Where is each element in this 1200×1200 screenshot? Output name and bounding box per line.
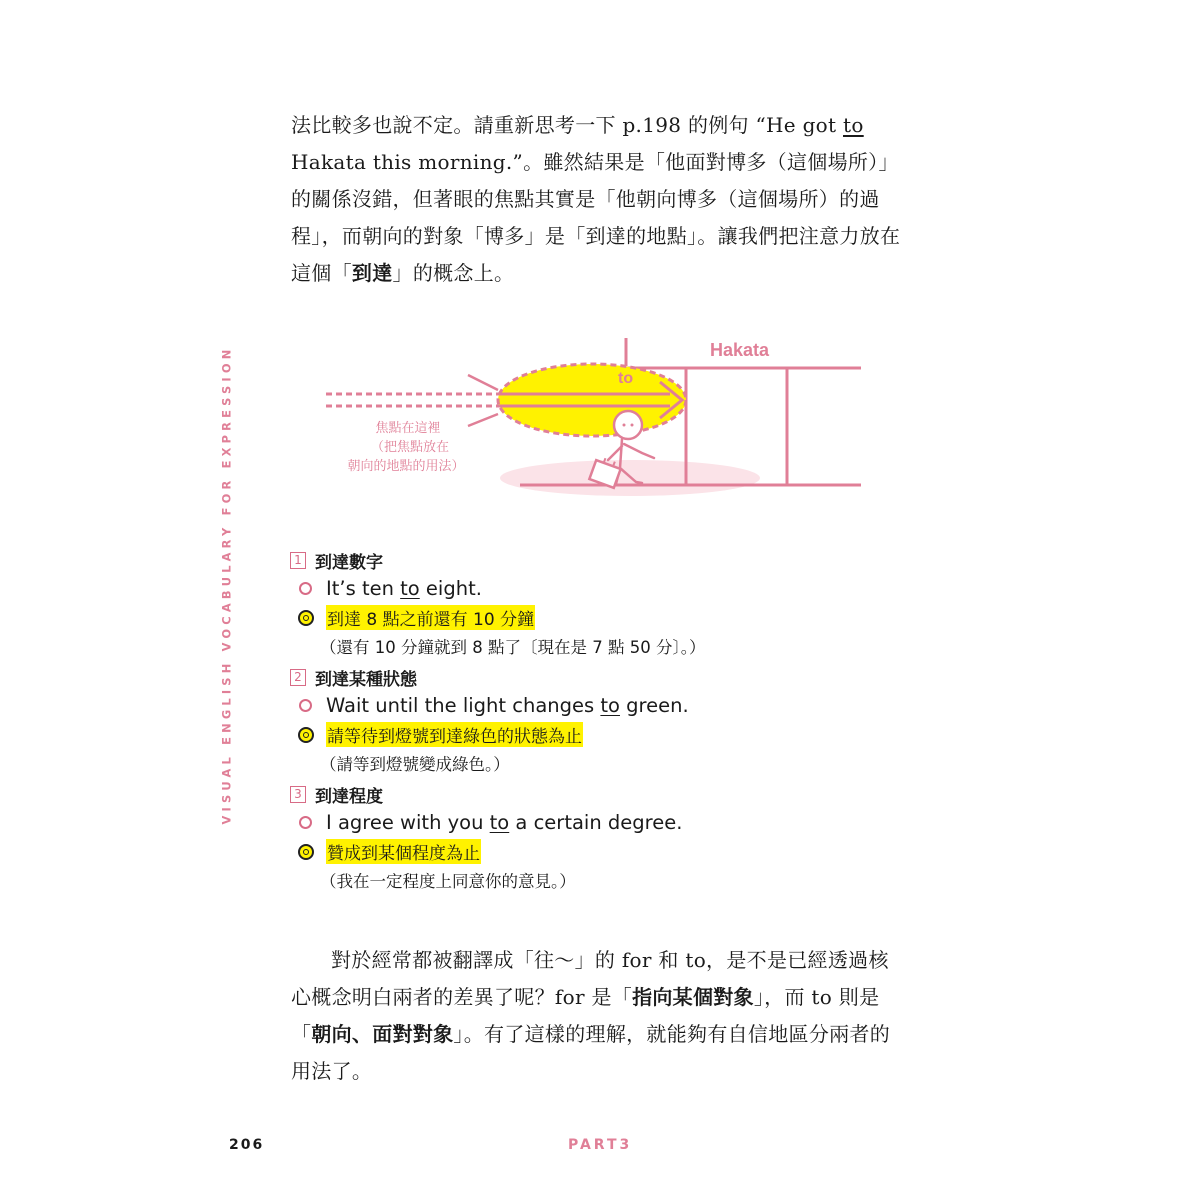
circle-icon [299,816,312,829]
example-heading-text: 到達某種狀態 [315,669,417,690]
intro-underlined-to: to [843,113,864,137]
intro-text-a: 法比較多也說不定。請重新思考一下 p.198 的例句 “He got [291,113,844,137]
example-meaning: 請等待到燈號到達綠色的狀態為止 [326,722,583,747]
closing-bold-term-2: 朝向、面對對象 [311,1022,454,1046]
walker-eye-right [631,424,634,427]
motion-line-lower [468,414,498,426]
closing-text-c: 」。有了這樣的理解，就能夠有自信地區分兩者的用法了。 [291,1022,891,1083]
walker-head [614,411,642,439]
focus-note-line1: 焦點在這裡 [375,421,441,436]
example-number-box: 1 [290,552,306,569]
example-heading-text: 到達程度 [315,786,383,807]
focus-note-line3: 朝向的地點的用法） [347,459,465,474]
example-meaning-row [290,720,910,749]
underlined-to: to [400,577,420,600]
part-label: PART3 [568,1137,633,1153]
closing-paragraph [291,942,909,1090]
underlined-to: to [600,694,620,717]
walker-eye-left [623,424,626,427]
example-sentence [326,577,482,600]
example-translation: （我在一定程度上同意你的意見。） [320,872,576,891]
double-circle-icon [298,610,314,626]
place-label: Hakata [710,340,770,360]
example-sentence [326,811,682,834]
example-item [290,780,910,894]
example-meaning: 贊成到某個程度為止 [326,839,481,864]
hakata-illustration [320,328,880,508]
side-label-text: VISUAL ENGLISH VOCABULARY FOR EXPRESSION [219,345,234,825]
sentence-part: It’s ten [326,577,401,600]
example-meaning-row [290,837,910,866]
double-circle-icon [298,844,314,860]
intro-text-c: 」的概念上。 [392,261,515,285]
example-item [290,546,910,660]
example-sentence-row [290,691,910,720]
example-sentence-row [290,574,910,603]
sentence-part: a certain degree. [509,811,683,834]
circle-icon [299,699,312,712]
example-list [290,546,910,897]
example-meaning-row [290,603,910,632]
sentence-part: Wait until the light changes [326,694,601,717]
example-heading-text: 到達數字 [315,552,383,573]
sentence-part: I agree with you [326,811,490,834]
example-sentence [326,694,689,717]
sentence-part: eight. [419,577,482,600]
example-sentence-row [290,808,910,837]
example-heading [290,780,910,808]
intro-bold-term: 到達 [351,261,393,285]
running-side-label [203,345,249,825]
focus-note-line2: （把焦點放在 [370,440,450,455]
intro-text-b: Hakata this morning.”。雖然結果是「他面對博多（這個場所）」的關係沒錯，但著眼的焦點其實是「他朝向博多（這個場所）的過程」，而朝向的對象「博多」是「到達的地點」。讓我們把注意力放在這個「 [291,150,901,285]
arrow-label: to [618,370,634,387]
closing-bold-term-1: 指向某個對象 [632,985,754,1009]
example-translation: （請等到燈號變成綠色。） [320,755,510,774]
closing-text-b: 」，而 to 則是「 [291,985,880,1046]
example-translation: （還有 10 分鐘就到 8 點了〔現在是 7 點 50 分〕。） [320,638,706,657]
example-meaning: 到達 8 點之前還有 10 分鐘 [326,605,535,630]
double-circle-icon [298,727,314,743]
page-number: 206 [229,1137,265,1153]
illustration-svg [320,328,880,508]
sentence-part: green. [619,694,689,717]
example-item [290,663,910,777]
underlined-to: to [489,811,510,834]
example-number-box: 3 [290,786,306,803]
circle-icon [299,582,312,595]
example-heading [290,663,910,691]
focus-ellipse [498,364,686,436]
example-heading [290,546,910,574]
closing-text-a: 對於經常都被翻譯成「往～」的 for 和 to，是不是已經透過核心概念明白兩者的差異了呢？for 是「 [291,948,889,1009]
intro-paragraph [291,107,909,292]
example-number-box: 2 [290,669,306,686]
motion-line-upper [468,375,498,390]
